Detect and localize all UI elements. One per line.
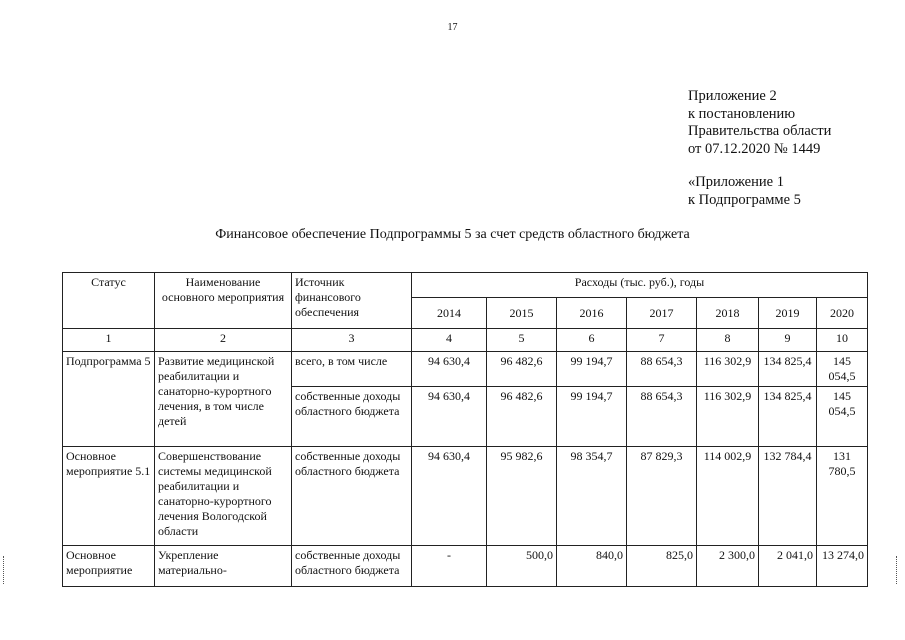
row-value: 134 825,4 [759,352,817,387]
header-year: 2020 [817,298,868,329]
row-status: Основное мероприятие [63,546,155,587]
header-year: 2019 [759,298,817,329]
row-name: Укрепление материально- [155,546,292,587]
row-source: собственные доходы областного бюджета [292,546,412,587]
row-value: 114 002,9 [697,447,759,546]
row-value: 96 482,6 [487,387,557,447]
row-value: 13 274,0 [817,546,868,587]
row-value: 98 354,7 [557,447,627,546]
row-source: собственные доходы областного бюджета [292,387,412,447]
row-value: 116 302,9 [697,387,759,447]
row-value: 99 194,7 [557,352,627,387]
appendix-sub-line: к Подпрограмме 5 [688,191,801,208]
scan-edge-mark [3,556,6,584]
row-name: Развитие медицинской реабилитации и санаторно-курортного лечения, в том числе детей [155,352,292,447]
header-expenses: Расходы (тыс. руб.), годы [412,273,868,298]
row-status: Подпрограмма 5 [63,352,155,447]
row-value: 2 300,0 [697,546,759,587]
row-value: 88 654,3 [627,387,697,447]
row-value: 500,0 [487,546,557,587]
header-year: 2018 [697,298,759,329]
column-index: 10 [817,329,868,352]
row-value: 95 982,6 [487,447,557,546]
column-index: 3 [292,329,412,352]
column-index: 8 [697,329,759,352]
appendix-sub-line: «Приложение 1 [688,174,784,190]
financing-table [62,272,868,587]
appendix-line: от 07.12.2020 № 1449 [688,140,821,157]
row-value: 145 054,5 [817,352,868,387]
table-row [63,546,868,587]
row-status: Основное мероприятие 5.1 [63,447,155,546]
row-source: собственные доходы областного бюджета [292,447,412,546]
column-index: 1 [63,329,155,352]
column-index: 7 [627,329,697,352]
row-value: 94 630,4 [412,387,487,447]
column-index: 2 [155,329,292,352]
row-value: 825,0 [627,546,697,587]
row-value: 87 829,3 [627,447,697,546]
row-value: 132 784,4 [759,447,817,546]
row-value: 94 630,4 [412,352,487,387]
row-value: 134 825,4 [759,387,817,447]
document-title: Финансовое обеспечение Подпрограммы 5 за счет средств областного бюджета [215,227,690,242]
row-value: 99 194,7 [557,387,627,447]
row-value: 2 041,0 [759,546,817,587]
header-year: 2017 [627,298,697,329]
column-index: 5 [487,329,557,352]
header-source: Источник финансового обеспечения [292,273,412,329]
column-index: 4 [412,329,487,352]
row-name: Совершенствование системы медицинской реабилитации и санаторно-курортного лечения Вологодской области [155,447,292,546]
appendix-line: Приложение 2 [688,88,777,104]
page-number: 17 [447,22,458,33]
header-year: 2015 [487,298,557,329]
header-year: 2016 [557,298,627,329]
row-value: 145 054,5 [817,387,868,447]
row-value: 131 780,5 [817,447,868,546]
appendix-line: Правительства области [688,123,832,139]
row-value: 88 654,3 [627,352,697,387]
row-value: - [412,546,487,587]
table-row [63,447,868,546]
header-name: Наименование основного мероприятия [155,273,292,329]
row-value: 96 482,6 [487,352,557,387]
scan-edge-mark [896,556,899,584]
appendix-line: к постановлению [688,105,796,122]
row-source: всего, в том числе [292,352,412,387]
row-value: 94 630,4 [412,447,487,546]
column-index: 6 [557,329,627,352]
row-value: 116 302,9 [697,352,759,387]
column-index-row [63,329,868,352]
column-index: 9 [759,329,817,352]
row-value: 840,0 [557,546,627,587]
appendix-note [688,88,831,209]
header-status: Статус [63,273,155,329]
table-row [63,352,868,387]
header-year: 2014 [412,298,487,329]
